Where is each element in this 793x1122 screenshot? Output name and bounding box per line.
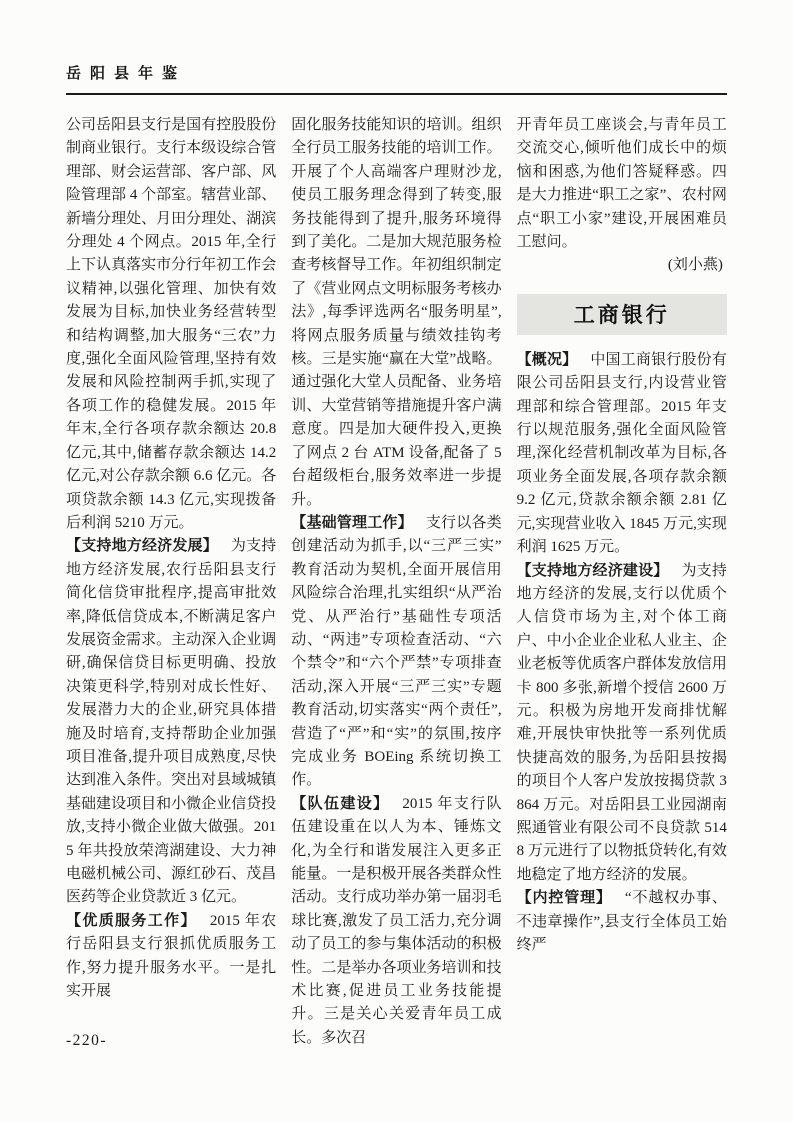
section-paragraph: 【支持地方经济建设】 为支持地方经济的发展,支行以优质个人信贷市场为主,对个体工商户、中小企业企业私人业主、企业老板等优质客户群体发放信用卡 800 多张,新增个授信 2600 万元。积极为房地开发商排忧解难,开展快审快批等一系列优质快捷高效的服务,为岳阳县按揭的项目个人客户发放按揭贷款 3864 万元。对岳阳县工业园湖南熙通管业有限公司不良贷款 5148 万元进行了以物抵贷转化,有效地稳定了地方经济的发展。 [516,562,727,883]
column-1 [66,114,276,1034]
page-header-title: 岳阳县年鉴 [66,66,187,82]
paragraph: 开青年员工座谈会,与青年员工交流交心,倾听他们成长中的烦恼和困惑,为他们答疑释惑。四是大力推进“职工之家”、农村网点“职工小家”建设,开展困难员工慰问。 [516,117,727,251]
column-3 [517,114,727,1034]
section-heading: 【优质服务工作】 [66,912,197,929]
section-paragraph: 【概况】 中国工商银行股份有限公司岳阳县支行,内设营业管理部和综合管理部。2015 年支行以规范服务,强化全面风险管理,深化经营机制改革为目标,各项业务全面发展,各项存款余额 9.2 亿元,贷款余额余额 2.81 亿元,实现营业收入 1845 万元,实现利润 1625 万元。 [516,351,727,556]
paragraph: 公司岳阳县支行是国有控股股份制商业银行。支行本级设综合管理部、财会运营部、客户部、风险管理部 4 个部室。辖营业部、新墙分理处、月田分理处、湖滨分理处 4 个网点。2015 年,全行上下认真落实市分行年初工作会议精神,以强化管理、加快有效发展为目标,加快业务经营转型和结构调整,加大服务“三农”力度,强化全面风险管理,坚持有效发展和风险控制两手抓,实现了各项工作的稳健发展。2015 年年末,全行各项存款余额达 20.8 亿元,其中,储蓄存款余额达 14.2 亿元,对公存款余额 6.6 亿元。各项贷款余额 14.3 亿元,实现拨备后利润 5210 万元。 [66,117,277,531]
section-paragraph: 【基础管理工作】 支行以各类创建活动为抓手,以“三严三实”教育活动为契机,全面开展信用风险综合治理,扎实组织“从严治党、从严治行”基础性专项活动、“两违”专项检查活动、“六个禁令”和“六个严禁”专项排查活动,深入开展“三严三实”专题教育活动,切实落实“两个责任”,营造了“严”和“实”的氛围,按序完成业务 BOEing 系统切换工作。 [291,514,502,789]
section-heading: 【队伍建设】 [291,795,390,812]
section-paragraph: 【优质服务工作】 2015 年农行岳阳县支行狠抓优质服务工作,努力提升服务水平。一是扎实开展 [66,912,277,1000]
section-heading: 【概况】 [516,351,578,368]
author-attribution: (刘小燕) [667,257,723,274]
section-paragraph: 【队伍建设】 2015 年支行队伍建设重在以人为本、锤炼文化,为全行和谐发展注入更多正能量。一是积极开展各类群众性活动。支行成功举办第一届羽毛球比赛,激发了员工活力,充分调动了员工的参与集体活动的积极性。二是举办各项业务培训和技术比赛,促进员工业务技能提升。三是关心关爱青年员工成长。多次召 [291,795,502,1046]
header-rule [66,93,727,95]
section-heading: 【支持地方经济发展】 [66,538,218,555]
paragraph: 固化服务技能知识的培训。组织全行员工服务技能的培训工作。开展了个人高端客户理财沙龙,使员工服务理念得到了转变,服务技能得到了提升,服务环境得到了美化。二是加大规范服务检查考核督导工作。年初组织制定了《营业网点文明标服务考核办法》,每季评选两名“服务明星”,将网点服务质量与绩效挂钩考核。三是实施“赢在大堂”战略。通过强化大堂人员配备、业务培训、大堂营销等措施提升客户满意度。四是加大硬件投入,更换了网点 2 台 ATM 设备,配备了 5 台超级柜台,服务效率进一步提升。 [291,117,502,508]
section-heading: 【基础管理工作】 [291,514,413,531]
column-2 [291,114,502,1046]
section-paragraph: 【内控管理】 “不越权办事、不违章操作”,县支行全体员工始终严 [516,890,727,953]
section-heading: 【支持地方经济建设】 [516,562,669,579]
page-number: -220- [66,1032,108,1049]
chapter-heading: 工商银行 [517,294,727,335]
section-heading: 【内控管理】 [516,890,612,907]
section-paragraph: 【支持地方经济发展】 为支持地方经济发展,农行岳阳县支行简化信贷审批程序,提高审批效率,降低信贷成本,不断满足客户发展资金需求。主动深入企业调研,确保信贷目标更明确、投放决策更科学,特别对成长性好、发展潜力大的企业,研究具体措施及时培育,支持帮助企业加强项目准备,提升项目成熟度,尽快达到准入条件。突出对县域城镇基础建设项目和小微企业信贷投放,支持小微企业做大做强。2015 年共投放荣湾湖建设、大力神电磁机械公司、源红砂石、茂昌医药等企业贷款近 3 亿元。 [66,538,277,906]
